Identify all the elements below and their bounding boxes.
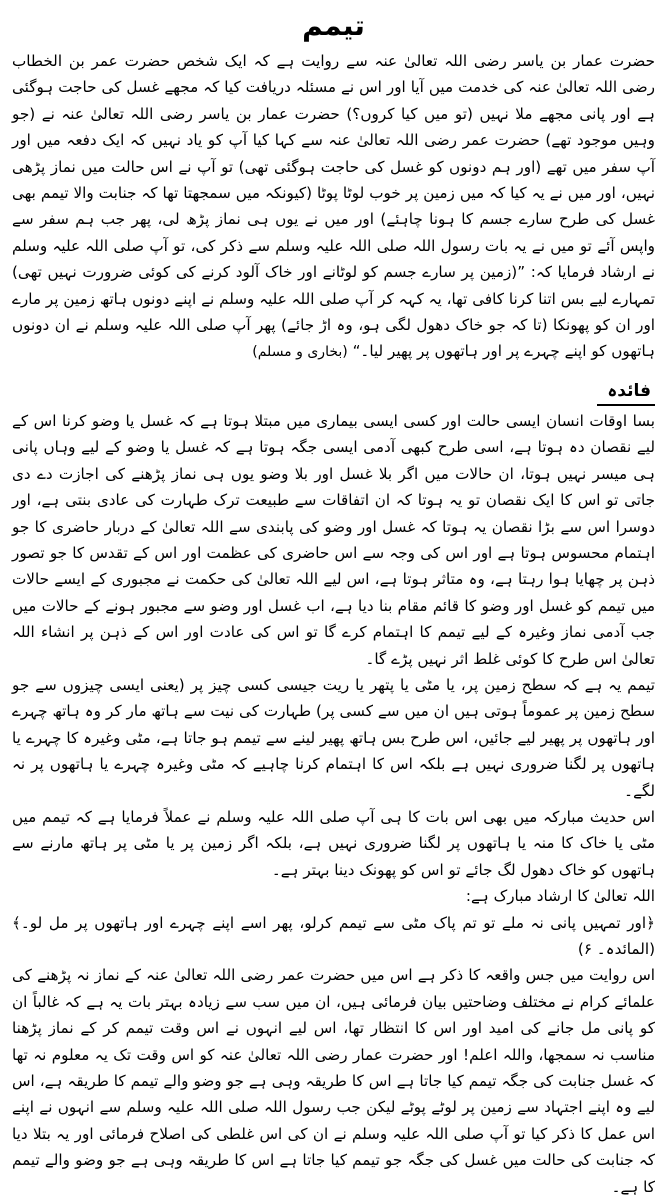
- faida-heading: فائدہ: [597, 380, 655, 406]
- paragraph-3: اس حدیث مبارکہ میں بھی اس بات کا ہی آپ صلی اللہ علیہ وسلم نے عملاً فرمایا ہے کہ تیمم میں مٹی یا خاک کا منہ یا ہاتھوں پر لگنا ضروری نہیں ہے، بلکہ اگر زمین پر یا مٹی پر ہاتھ مارنے سے ہاتھوں کو خاک دھول لگ جائے تو اس کو پھونک دینا بہتر ہے۔: [12, 807, 655, 879]
- verse-text: ﴿اور تمہیں پانی نہ ملے تو تم پاک مٹی سے تیمم کرلو، پھر اسے اپنے چہرے اور ہاتھوں پر مل لو۔﴾: [12, 913, 655, 932]
- verse-intro: اللہ تعالیٰ کا ارشاد مبارک ہے:: [465, 887, 655, 906]
- verse-reference: (المائدہ۔ ۶): [577, 940, 655, 958]
- paragraph-2: تیمم یہ ہے کہ سطح زمین پر، یا مٹی یا پتھر یا ریت جیسی کسی چیز پر (یعنی ایسی چیزوں سے جو سطح زمین پر عموماً ہوتی ہیں ان میں سے کسی پر) طہارت کی نیت سے ہاتھ مار کر وہ ہاتھ چہرے اور ہاتھوں پر پھیر لیے جائیں، اس طرح بس ہاتھ پھیر لینے سے تیمم ہو جاتا ہے، مٹی وغیرہ کا چہرے یا ہاتھوں پر لگنا ضروری نہیں ہے بلکہ اس کا اہتمام کرنا چاہیے کہ مٹی وغیرہ چہرے یا ہاتھوں پر نہ لگے۔: [12, 675, 655, 800]
- paragraph-1: بسا اوقات انسان ایسی حالت اور کسی ایسی بیماری میں مبتلا ہوتا ہے کہ غسل یا وضو کرنا اس کے لیے نقصان دہ ہوتا ہے، اسی طرح کبھی آدمی ایسی جگہ ہوتا ہے کہ غسل یا وضو کے لیے وہاں پانی ہی میسر نہیں ہوتا، ان حالات میں اگر بلا غسل اور بلا وضو یوں ہی نماز پڑھنے کی اجازت دے دی جاتی تو اس کا ایک نقصان تو یہ ہوتا کہ ان اتفاقات سے طبیعت ترک طہارت کی عادی بنتی ہے، اور دوسرا اس سے بڑا نقصان یہ ہوتا کہ غسل اور وضو کی پابندی سے اللہ تعالیٰ کے دربار حاضری کا جو اہتمام محسوس ہوتا ہے اور اس کی وجہ سے اس حاضری کی عظمت اور اس کے تقدس کا جو تصور ذہن پر چھایا ہوا رہتا ہے، وہ متاثر ہوتا ہے، اس لیے اللہ تعالیٰ کی حکمت نے مجبوری کے ایسے حالات میں تیمم کو غسل اور وضو کا قائم مقام بنا دیا ہے، اب غسل اور وضو سے مجبور ہونے کے حالات میں جب آدمی نماز وغیرہ کے لیے تیمم کا اہتمام کرے گا تو اس کی عادت اور اس کے ذہن پر انشاء اللہ تعالیٰ اس طرح کا کوئی غلط اثر نہیں پڑے گا۔: [12, 411, 655, 668]
- verse-line: [12, 910, 655, 963]
- hadith-source: (بخاری و مسلم): [252, 344, 348, 361]
- hadith-paragraph: [12, 48, 655, 366]
- hadith-text: حضرت عمار بن یاسر رضی اللہ تعالیٰ عنہ سے روایت ہے کہ ایک شخص حضرت عمر بن الخطاب رضی اللہ تعالیٰ عنہ کی خدمت میں آیا اور اس نے مسئلہ دریافت کیا کہ مجھے غسل کی حاجت ہوگئی ہے اور پانی مجھے ملا نہیں (تو میں کیا کروں؟) حضرت عمار بن یاسر رضی اللہ تعالیٰ عنہ نے (جو وہیں موجود تھے) حضرت عمر رضی اللہ تعالیٰ عنہ سے کہا کیا آپ کو یاد نہیں کہ ایک دفعہ میں اور آپ سفر میں تھے (اور ہم دونوں کو غسل کی حاجت ہوگئی تھی) تو آپ نے اس حالت میں نماز پڑھی نہیں، اور میں نے یہ کیا کہ میں زمین پر خوب لوٹا پوٹا (کیونکہ میں سمجھتا تھا کہ جنابت والا تیمم بھی غسل کی طرح سارے جسم کا ہونا چاہئے) اور میں نے یوں ہی نماز پڑھ لی، پھر جب ہم سفر سے واپس آئے تو میں نے یہ بات رسول اللہ صلی اللہ علیہ وسلم سے ذکر کی، تو آپ صلی اللہ علیہ وسلم نے ارشاد فرمایا کہ: ”(زمین پر سارے جسم کو لوٹانے اور خاک آلود کرنے کی کوئی ضرورت نہیں تھی) تمہارے لیے بس اتنا کرنا کافی تھا، یہ کہہ کر آپ صلی اللہ علیہ وسلم نے اپنے دونوں ہاتھ زمین پر مارے اور ان کو پھونکا (تا کہ جو خاک دھول لگی ہو، وہ اڑ جائے) پھر آپ صلی اللہ علیہ وسلم نے ان دونوں ہاتھوں کو اپنے چہرے پر اور ہاتھوں پر پھیر لیا۔“: [12, 52, 655, 361]
- page-title: تیمم: [302, 9, 365, 42]
- paragraph-4: اس روایت میں جس واقعہ کا ذکر ہے اس میں حضرت عمر رضی اللہ تعالیٰ عنہ کے نماز نہ پڑھنے کی علمائے کرام نے مختلف وضاحتیں بیان فرمائی ہیں، ان میں سب سے زیادہ بہتر بات یہ ہے کہ غالباً ان کو پانی مل جانے کی امید اور اس کا انتظار تھا، اس لیے انہوں نے اس وقت تیمم کر کے نماز پڑھنا مناسب نہ سمجھا، واللہ اعلم! اور حضرت عمار رضی اللہ تعالیٰ عنہ کو اس وقت تک یہ معلوم نہ تھا کہ غسل جنابت کی جگہ تیمم کیا جاتا ہے اس کا طریقہ وہی ہے جو وضو والے تیمم کا طریقہ ہے، اس لیے وہ اپنے اجتہاد سے زمین پر لوٹے پوٹے لیکن جب رسول اللہ صلی اللہ علیہ وسلم سے انہوں نے اپنے اس عمل کا ذکر کیا تو آپ صلی اللہ علیہ وسلم نے ان کی اس غلطی کی اصلاح فرمائی اور یہ بتلا دیا کہ جنابت کی حالت میں غسل کی جگہ جو تیمم کیا جاتا ہے اس کا طریقہ وہی ہے جو وضو والے تیمم کا ہے۔: [12, 966, 655, 1196]
